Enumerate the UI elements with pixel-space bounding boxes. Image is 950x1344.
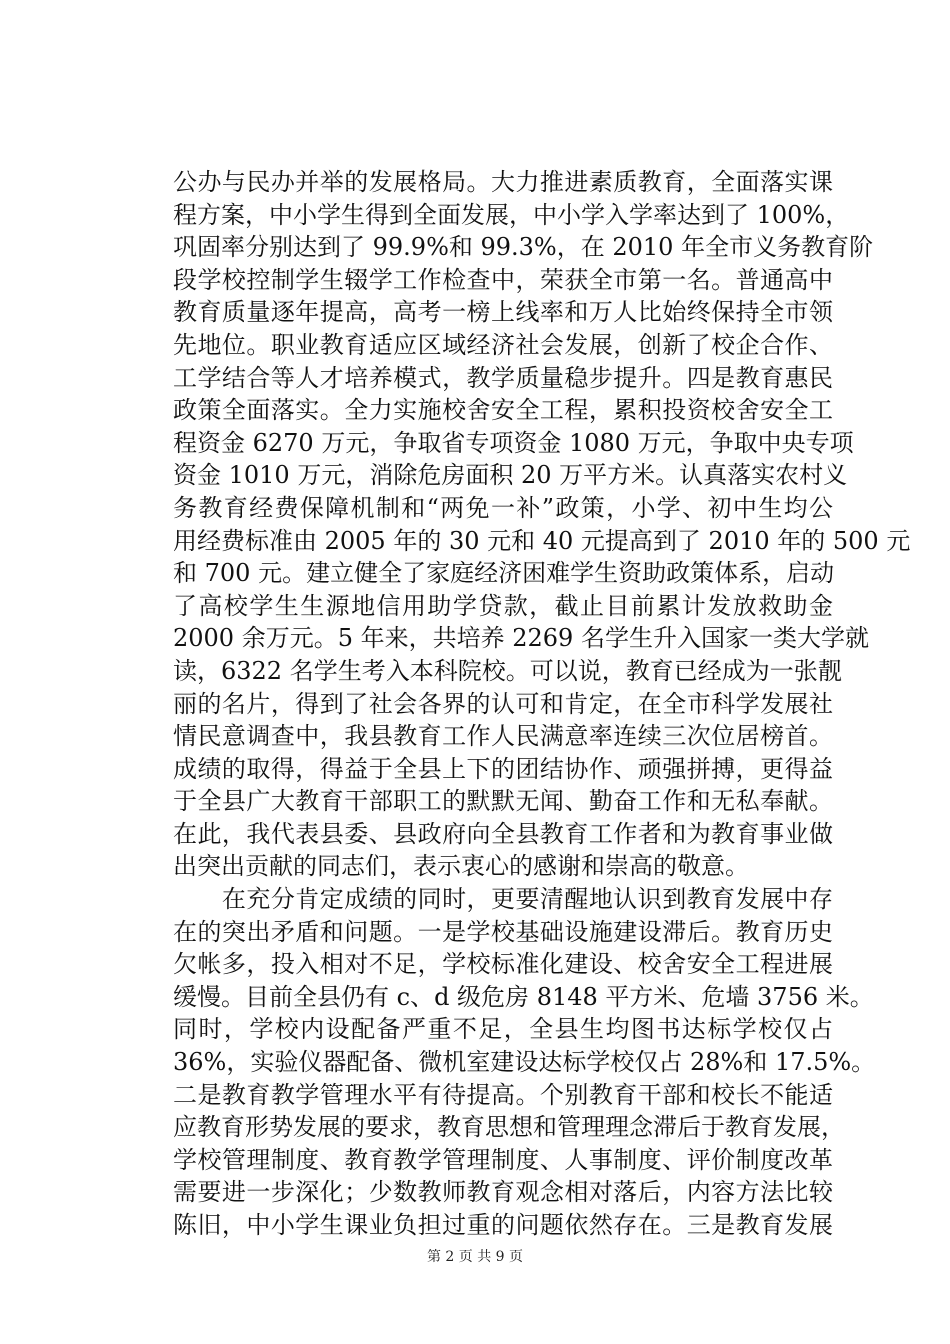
text-line: 和 700 元。建立健全了家庭经济困难学生资助政策体系，启动 xyxy=(173,559,835,588)
text-line: 需要进一步深化；少数教师教育观念相对落后，内容方法比较 xyxy=(173,1178,833,1207)
text-line: 读，6322 名学生考入本科院校。可以说，教育已经成为一张靓 xyxy=(173,656,842,685)
text-line: 成绩的取得，得益于全县上下的团结协作、顽强拼搏，更得益 xyxy=(173,754,833,783)
text-line: 二是教育教学管理水平有待提高。个别教育干部和校长不能适 xyxy=(173,1080,833,1109)
text-line: 丽的名片，得到了社会各界的认可和肯定，在全市科学发展社 xyxy=(173,689,833,718)
text-line: 段学校控制学生辍学工作检查中，荣获全市第一名。普通高中 xyxy=(173,265,833,294)
text-line: 36%，实验仪器配备、微机室建设达标学校仅占 28%和 17.5%。 xyxy=(173,1048,876,1077)
text-line: 学校管理制度、教育教学管理制度、人事制度、评价制度改革 xyxy=(173,1145,833,1174)
text-line: 公办与民办并举的发展格局。大力推进素质教育，全面落实课 xyxy=(173,168,833,196)
text-line: 政策全面落实。全力实施校舍安全工程，累积投资校舍安全工 xyxy=(173,396,833,425)
text-line: 在此，我代表县委、县政府向全县教育工作者和为教育事业做 xyxy=(173,819,833,848)
text-line: 于全县广大教育干部职工的默默无闻、勤奋工作和无私奉献。 xyxy=(173,787,833,816)
text-line: 在充分肯定成绩的同时，更要清醒地认识到教育发展中存 xyxy=(173,885,833,914)
text-line: 情民意调查中，我县教育工作人民满意率连续三次位居榜首。 xyxy=(173,722,833,751)
page-footer: 第 2 页 共 9 页 xyxy=(426,1249,524,1265)
text-line: 资金 1010 万元，消除危房面积 20 万平方米。认真落实农村义 xyxy=(173,461,848,490)
text-line: 用经费标准由 2005 年的 30 元和 40 元提高到了 2010 年的 500 元 xyxy=(173,526,911,555)
text-line: 教育质量逐年提高，高考一榜上线率和万人比始终保持全市领 xyxy=(173,298,833,327)
text-line: 先地位。职业教育适应区域经济社会发展，创新了校企合作、 xyxy=(173,330,833,359)
paragraph-2 xyxy=(173,883,876,1242)
text-line: 务教育经费保障机制和“两免一补”政策，小学、初中生均公 xyxy=(173,493,833,522)
body-text xyxy=(173,166,911,1242)
paragraph-1 xyxy=(173,166,911,883)
text-line: 工学结合等人才培养模式，教学质量稳步提升。四是教育惠民 xyxy=(173,363,833,392)
text-line: 了高校学生生源地信用助学贷款，截止目前累计发放救助金 xyxy=(173,591,833,620)
text-line: 出突出贡献的同志们，表示衷心的感谢和崇高的敬意。 xyxy=(173,852,749,881)
text-line: 巩固率分别达到了 99.9%和 99.3%，在 2010 年全市义务教育阶 xyxy=(173,233,874,262)
text-line: 应教育形势发展的要求，教育思想和管理理念滞后于教育发展， xyxy=(173,1113,845,1142)
text-line: 同时，学校内设配备严重不足，全县生均图书达标学校仅占 xyxy=(173,1015,833,1044)
text-line: 在的突出矛盾和问题。一是学校基础设施建设滞后。教育历史 xyxy=(173,917,833,946)
text-line: 2000 余万元。5 年来，共培养 2269 名学生升入国家一类大学就 xyxy=(173,624,869,653)
text-line: 缓慢。目前全县仍有 c、d 级危房 8148 平方米、危墙 3756 米。 xyxy=(173,982,874,1011)
text-line: 程方案，中小学生得到全面发展，中小学入学率达到了 100%， xyxy=(173,200,850,229)
text-line: 程资金 6270 万元，争取省专项资金 1080 万元，争取中央专项 xyxy=(173,428,854,457)
text-line: 陈旧，中小学生课业负担过重的问题依然存在。三是教育发展 xyxy=(173,1211,833,1239)
text-line: 欠帐多，投入相对不足，学校标准化建设、校舍安全工程进展 xyxy=(173,950,833,979)
